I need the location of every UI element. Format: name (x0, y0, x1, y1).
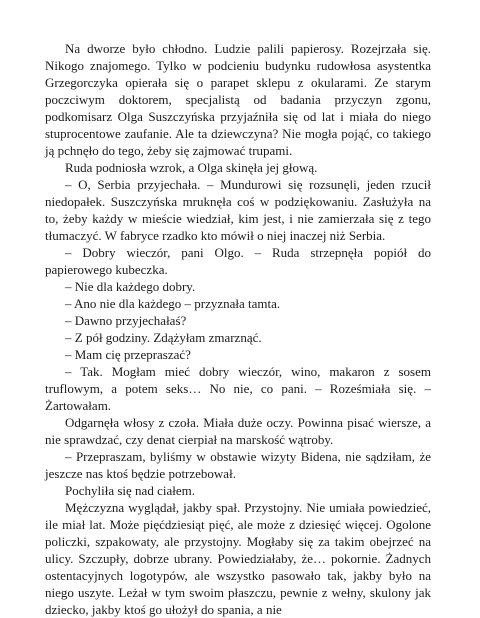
document-page (45, 40, 431, 618)
paragraph-4: – Dobry wieczór, pani Olgo. – Ruda strzepnęła popiół do papierowego kubeczka. (45, 245, 431, 277)
paragraph-13: Pochyliła się nad ciałem. (65, 483, 195, 498)
paragraph-6: – Ano nie dla każdego – przyznała tamta. (65, 296, 281, 311)
paragraph-14: Mężczyzna wyglądał, jakby spał. Przystojny. Nie umiała powiedzieć, ile miał lat. Może pięćdziesiąt pięć, ale może z dziesięć więcej. Ogolone policzki, szpakowaty, ale przystojny. Mogłaby się za takim obejrzeć na ulicy. Szczupły, dobrze ubrany. Powiedziałaby, że… pokornie. Żadnych ostentacyjnych logotypów, ale wszystko pasowało tak, jakby było na niego uszyte. Leżał w tym swoim płaszczu, pewnie z wełny, skulony jak dziecko, jakby ktoś go ułożył do spania, a nie (45, 500, 431, 617)
paragraph-2: Ruda podniosła wzrok, a Olga skinęła jej głową. (65, 160, 318, 175)
paragraph-9: – Mam cię przepraszać? (65, 347, 191, 362)
paragraph-7: – Dawno przyjechałaś? (65, 313, 187, 328)
paragraph-12: – Przepraszam, byliśmy w obstawie wizyty Bidena, nie sądziłam, że jeszcze nas ktoś będzie potrzebował. (45, 449, 431, 481)
paragraph-10: – Tak. Mogłam mieć dobry wieczór, wino, makaron z sosem truflowym, a potem seks… No nie, co pani. – Roześmiała się. – Żartowałam. (45, 364, 431, 413)
paragraph-5: – Nie dla każdego dobry. (65, 279, 196, 294)
paragraph-1: Na dworze było chłodno. Ludzie palili papierosy. Rozejrzała się. Nikogo znajomego. Tylko w podcieniu budynku rudowłosa asystentka Grzegorczyka opierała się o parapet sklepu z okularami. Ze starym poczciwym doktorem, specjalistą od badania przyczyn zgonu, podkomisarz Olga Suszczyńska przyjaźniła się od lat i miała do niego stuprocentowe zaufanie. Ale ta dziewczyna? Nie mogła pojąć, co takiego ją pchnęło do tego, żeby się zajmować trupami. (45, 41, 431, 158)
paragraph-8: – Z pół godziny. Zdążyłam zmarznąć. (65, 330, 262, 345)
paragraph-3: – O, Serbia przyjechała. – Mundurowi się rozsunęli, jeden rzucił niedopałek. Suszczyńska mruknęła coś w podziękowaniu. Zasłużyła na to, żeby każdy w mieście wiedział, kim jest, i nie zamierzała się z tego tłumaczyć. W fabryce rzadko kto mówił o niej inaczej niż Serbia. (45, 177, 431, 243)
paragraph-11: Odgarnęła włosy z czoła. Miała duże oczy. Powinna pisać wiersze, a nie sprawdzać, czy denat cierpiał na marskość wątroby. (45, 415, 431, 447)
